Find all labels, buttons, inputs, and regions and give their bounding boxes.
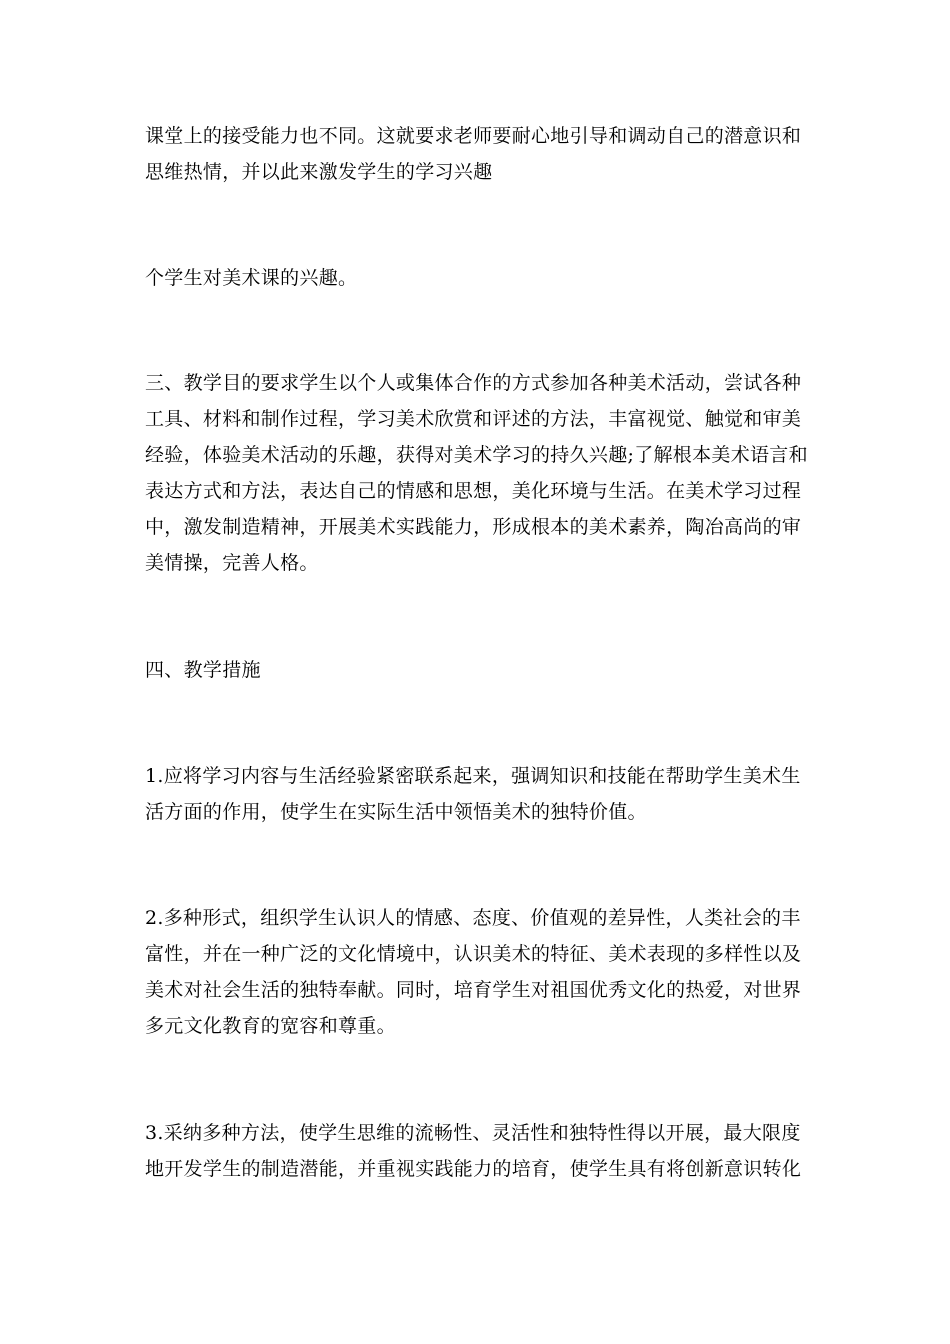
text-line: 课堂上的接受能力也不同。这就要求老师要耐心地引导和调动自己的潜意识和 <box>145 125 802 147</box>
text-line: 活方面的作用，使学生在实际生活中领悟美术的独特价值。 <box>145 801 647 823</box>
text-line: 三、教学目的要求学生以个人或集体合作的方式参加各种美术活动，尝试各种 <box>145 372 802 394</box>
text-line: 地开发学生的制造潜能，并重视实践能力的培育，使学生具有将创新意识转化 <box>145 1158 802 1180</box>
text-line: 个学生对美术课的兴趣。 <box>145 267 358 289</box>
text-line: 经验，体验美术活动的乐趣，获得对美术学习的持久兴趣;了解根本美术语言和 <box>145 444 808 466</box>
text-line: 工具、材料和制作过程，学习美术欣赏和评述的方法，丰富视觉、触觉和审美 <box>145 408 802 430</box>
text-line: 多元文化教育的宽容和尊重。 <box>145 1015 396 1037</box>
text-line: 2.多种形式，组织学生认识人的情感、态度、价值观的差异性，人类社会的丰 <box>145 907 801 929</box>
text-line: 美情操，完善人格。 <box>145 552 319 574</box>
text-line: 1.应将学习内容与生活经验紧密联系起来，强调知识和技能在帮助学生美术生 <box>145 765 801 787</box>
text-line: 思维热情，并以此来激发学生的学习兴趣 <box>145 161 493 183</box>
text-line: 3.采纳多种方法，使学生思维的流畅性、灵活性和独特性得以开展，最大限度 <box>145 1122 801 1144</box>
text-line: 富性，并在一种广泛的文化情境中，认识美术的特征、美术表现的多样性以及 <box>145 943 802 965</box>
section-heading: 四、教学措施 <box>145 659 261 681</box>
text-line: 中，激发制造精神，开展美术实践能力，形成根本的美术素养，陶冶高尚的审 <box>145 516 802 538</box>
text-line: 表达方式和方法，表达自己的情感和思想，美化环境与生活。在美术学习过程 <box>145 480 802 502</box>
text-line: 美术对社会生活的独特奉献。同时，培育学生对祖国优秀文化的热爱，对世界 <box>145 979 802 1001</box>
